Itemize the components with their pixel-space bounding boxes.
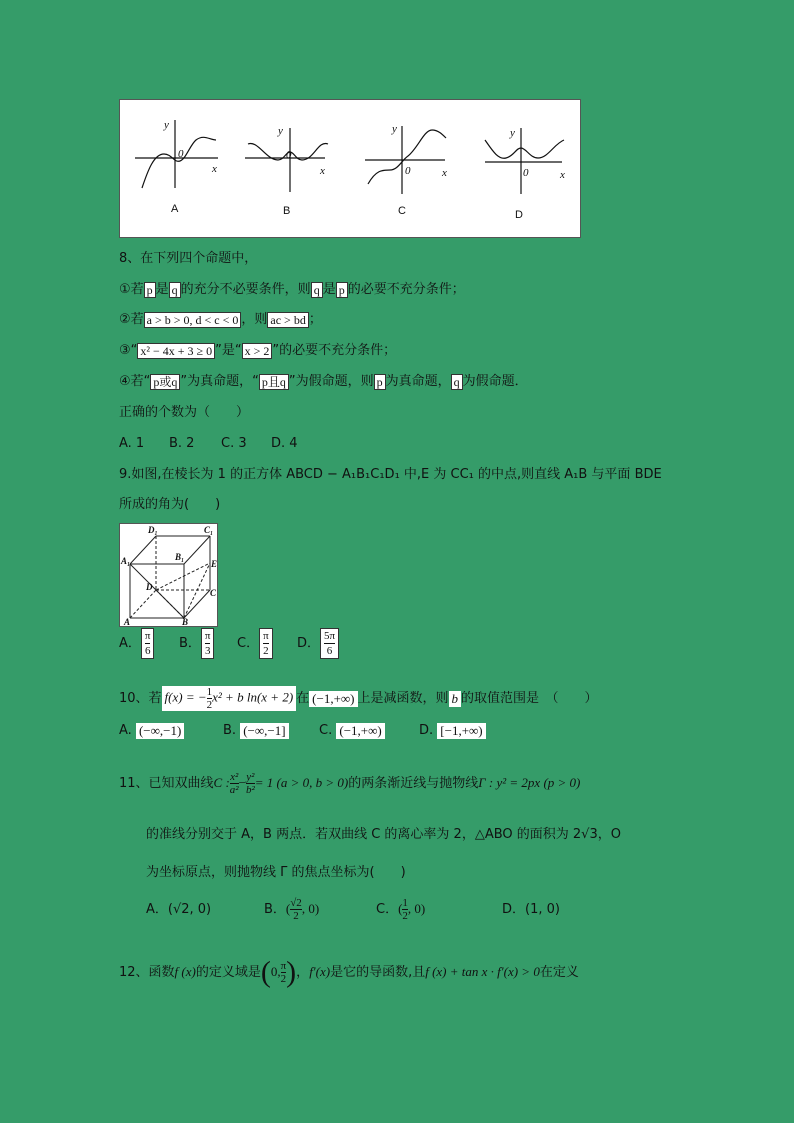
q8-ask: 正确的个数为（ ） bbox=[119, 405, 250, 420]
q8-statement-1: ①若 p 是 q 的充分不必要条件，则 q 是 p 的必要不充分条件； bbox=[119, 282, 465, 297]
graph-b-y-label: y bbox=[278, 125, 283, 137]
q9-option-b[interactable]: B． $\frac{\pi}{3}$ bbox=[179, 628, 237, 659]
cube-label-c1: C₁ bbox=[204, 525, 214, 535]
graph-d-caption: D bbox=[515, 209, 523, 221]
q11-option-a[interactable]: A．(√2, 0) bbox=[146, 902, 212, 917]
q11-option-b[interactable]: B．( $\frac{√2}{2}$ , 0) bbox=[264, 897, 320, 922]
q10-option-a[interactable]: A. (−∞,−1) bbox=[119, 722, 223, 740]
graph-a-y-label: y bbox=[164, 119, 169, 131]
cube-label-b: B bbox=[182, 617, 189, 626]
graph-d-origin-label: 0 bbox=[523, 167, 529, 179]
q8-s1-q: q bbox=[169, 282, 181, 298]
q8-s3-condition: x² − 4x + 3 ≥ 0 bbox=[137, 343, 215, 359]
graph-d-y-label: y bbox=[510, 127, 515, 139]
q8-option-d[interactable]: D. 4 bbox=[271, 436, 298, 451]
cube-label-b1: B₁ bbox=[175, 552, 185, 562]
graph-c-origin-label: 0 bbox=[405, 165, 411, 177]
q8-statement-3: ③“ x² − 4x + 3 ≥ 0 ”是“ x > 2 ”的必要不充分条件； bbox=[119, 343, 397, 358]
q8-s2-condition: a > b > 0, d < c < 0 bbox=[144, 312, 242, 328]
q10-stem: 10、若 f(x) = − $\frac{1}{2}$ x² + b ln(x + 2) 在 (−1,+∞) 上是减函数，则 b 的取值范围是 （ ） bbox=[119, 686, 598, 711]
q8-s4-p-or-q: p或q bbox=[150, 374, 180, 390]
q8-s3-result: x > 2 bbox=[242, 343, 273, 359]
q8-s4-p-and-q: p且q bbox=[259, 374, 289, 390]
graph-b-origin-label: 0 bbox=[286, 149, 292, 161]
q11-line-2: 的准线分别交于 A，B 两点．若双曲线 C 的离心率为 2，△ABO 的面积为 2√3，O bbox=[146, 827, 621, 842]
q9-line-2: 所成的角为( ) bbox=[119, 497, 221, 512]
q11-option-c[interactable]: C．( $\frac{1}{2}$ , 0) bbox=[376, 897, 426, 922]
q10-option-c[interactable]: C. (−1,+∞) bbox=[319, 722, 419, 740]
q10-option-d[interactable]: D. [−1,+∞) bbox=[419, 722, 486, 740]
graph-c-x-label: x bbox=[442, 167, 447, 179]
q11-option-d[interactable]: D．(1, 0) bbox=[502, 902, 560, 917]
q10-interval: (−1,+∞) bbox=[309, 691, 357, 707]
q8-s1-p: p bbox=[144, 282, 156, 298]
q8-s2-result: ac > bd bbox=[267, 312, 308, 328]
graphs-svg bbox=[120, 100, 580, 237]
cube-label-d: D bbox=[146, 582, 153, 592]
q8-option-b[interactable]: B. 2 bbox=[169, 436, 195, 451]
q9-option-a[interactable]: A． $\frac{\pi}{6}$ bbox=[119, 628, 179, 659]
q11-stem: 11、已知双曲线C : $\frac{\text{x²}}{\text{a²}}$ − $\frac{\text{y²}}{\text{b²}}$ = 1 (a > 0, b > 0)的两条渐近线与抛物线Γ : y² = 2px (p > 0) bbox=[119, 771, 581, 796]
cube-label-e: E bbox=[211, 559, 217, 569]
q12-stem: 12、函数f (x)的定义域是(0, $\frac{\pi}{2}$ )，f′(x)是它的导函数,且f (x) + tan x · f′(x) > 0在定义 bbox=[119, 955, 579, 989]
cube-label-a1: A₁ bbox=[121, 556, 131, 566]
q8-option-a[interactable]: A. 1 bbox=[119, 436, 145, 451]
q8-s4-p: p bbox=[374, 374, 386, 390]
graph-b-caption: B bbox=[283, 205, 291, 217]
graph-d-x-label: x bbox=[560, 169, 565, 181]
q8-statement-2: ②若 a > b > 0, d < c < 0 ，则 ac > bd ； bbox=[119, 312, 322, 327]
q11-line-3: 为坐标原点，则抛物线 Γ 的焦点坐标为( ) bbox=[146, 865, 406, 880]
graph-c-caption: C bbox=[398, 205, 406, 217]
q11-options bbox=[146, 894, 560, 925]
q10-option-b[interactable]: B. (−∞,−1] bbox=[223, 722, 319, 740]
graph-a-origin-label: 0 bbox=[178, 148, 184, 160]
graph-c-y-label: y bbox=[392, 123, 397, 135]
q8-option-c[interactable]: C. 3 bbox=[221, 436, 247, 451]
q9-option-c[interactable]: C． $\frac{\pi}{2}$ bbox=[237, 628, 297, 659]
graph-b-x-label: x bbox=[320, 165, 325, 177]
q8-options bbox=[119, 435, 298, 453]
q8-statement-4: ④若“ p或q ”为真命题，“ p且q ”为假命题，则 p 为真命题， q 为假命题． bbox=[119, 374, 528, 389]
q9-options bbox=[119, 628, 339, 659]
function-graphs-figure bbox=[119, 99, 581, 238]
q8-s1-p2: p bbox=[336, 282, 348, 298]
q9-option-d[interactable]: D． $\frac{5\pi}{6}$ bbox=[297, 628, 339, 659]
q9-line-1: 9.如图,在棱长为 1 的正方体 ABCD − A₁B₁C₁D₁ 中,E 为 CC₁ 的中点,则直线 A₁B 与平面 BDE bbox=[119, 467, 662, 482]
cube-svg bbox=[120, 524, 217, 626]
q10-options bbox=[119, 722, 486, 740]
q8-s1-q2: q bbox=[311, 282, 323, 298]
graph-a-x-label: x bbox=[212, 163, 217, 175]
q8-s4-q: q bbox=[451, 374, 463, 390]
q8-stem: 8、在下列四个命题中， bbox=[119, 251, 258, 266]
cube-label-c: C bbox=[210, 588, 217, 598]
q10-function: f(x) = − $\frac{1}{2}$ x² + b ln(x + 2) bbox=[162, 686, 297, 711]
q10-var-b: b bbox=[449, 691, 462, 707]
cube-label-a: A bbox=[124, 617, 131, 626]
graph-a-caption: A bbox=[171, 203, 179, 215]
cube-label-d1: D₁ bbox=[148, 525, 158, 535]
cube-figure bbox=[119, 523, 218, 627]
